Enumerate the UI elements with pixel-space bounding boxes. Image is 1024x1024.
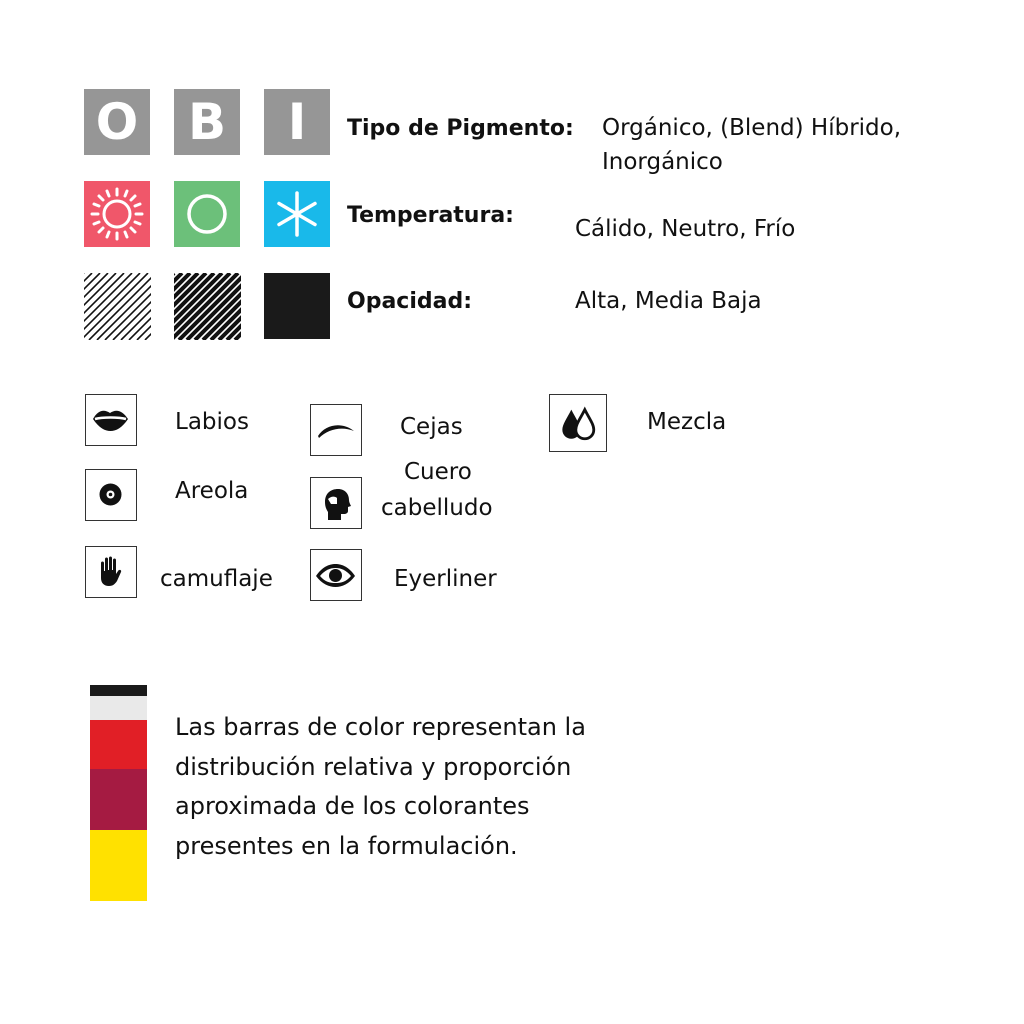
- note-line-4: presentes en la formulación.: [175, 831, 518, 860]
- drops-icon: [549, 394, 607, 452]
- neutral-circle-icon: [174, 181, 240, 247]
- note-line-2: distribución relativa y proporción: [175, 752, 572, 781]
- use-label-cabelludo: cabelludo: [381, 495, 493, 521]
- use-label-cuero: Cuero: [404, 459, 472, 485]
- inorganic-letter-tile: I: [264, 89, 330, 155]
- organic-letter-tile: O: [84, 89, 150, 155]
- pigment-type-label: Tipo de Pigmento:: [347, 116, 574, 141]
- sun-icon: [84, 181, 150, 247]
- high-opacity-solid-icon: [264, 273, 330, 339]
- hand-icon: [85, 546, 137, 598]
- color-bar-explanation: [175, 708, 695, 866]
- note-line-3: aproximada de los colorantes: [175, 792, 530, 820]
- color-bar-segment-light-grey: [90, 696, 147, 720]
- lips-icon: [85, 394, 137, 446]
- use-label-areola: Areola: [175, 478, 249, 504]
- blend-letter-tile: B: [174, 89, 240, 155]
- opacity-label: Opacidad:: [347, 289, 473, 314]
- color-bar-segment-yellow: [90, 830, 147, 901]
- temperature-values: Cálido, Neutro, Frío: [575, 216, 796, 242]
- use-label-mezcla: Mezcla: [647, 409, 727, 435]
- eyebrow-icon: [310, 404, 362, 456]
- snowflake-icon: [264, 181, 330, 247]
- use-label-cejas: Cejas: [400, 414, 463, 440]
- use-label-camuflaje: camuflaje: [160, 566, 273, 592]
- areola-icon: [85, 469, 137, 521]
- use-label-eyerliner: Eyerliner: [394, 566, 497, 592]
- use-label-labios: Labios: [175, 409, 249, 435]
- color-bar-segment-crimson: [90, 769, 147, 830]
- opacity-values: Alta, Media Baja: [575, 288, 762, 314]
- pigment-type-values-line1: Orgánico, (Blend) Híbrido,: [602, 115, 902, 141]
- medium-opacity-hatch-icon: [174, 273, 240, 339]
- head-silhouette-icon: [310, 477, 362, 529]
- temperature-label: Temperatura:: [347, 203, 514, 228]
- color-bar-segment-red: [90, 720, 147, 769]
- eye-icon: [310, 549, 362, 601]
- color-bar-segment-black: [90, 685, 147, 696]
- low-opacity-hatch-icon: [84, 273, 150, 339]
- note-line-1: Las barras de color representan la: [175, 713, 586, 741]
- pigment-type-values-line2: Inorgánico: [602, 149, 723, 175]
